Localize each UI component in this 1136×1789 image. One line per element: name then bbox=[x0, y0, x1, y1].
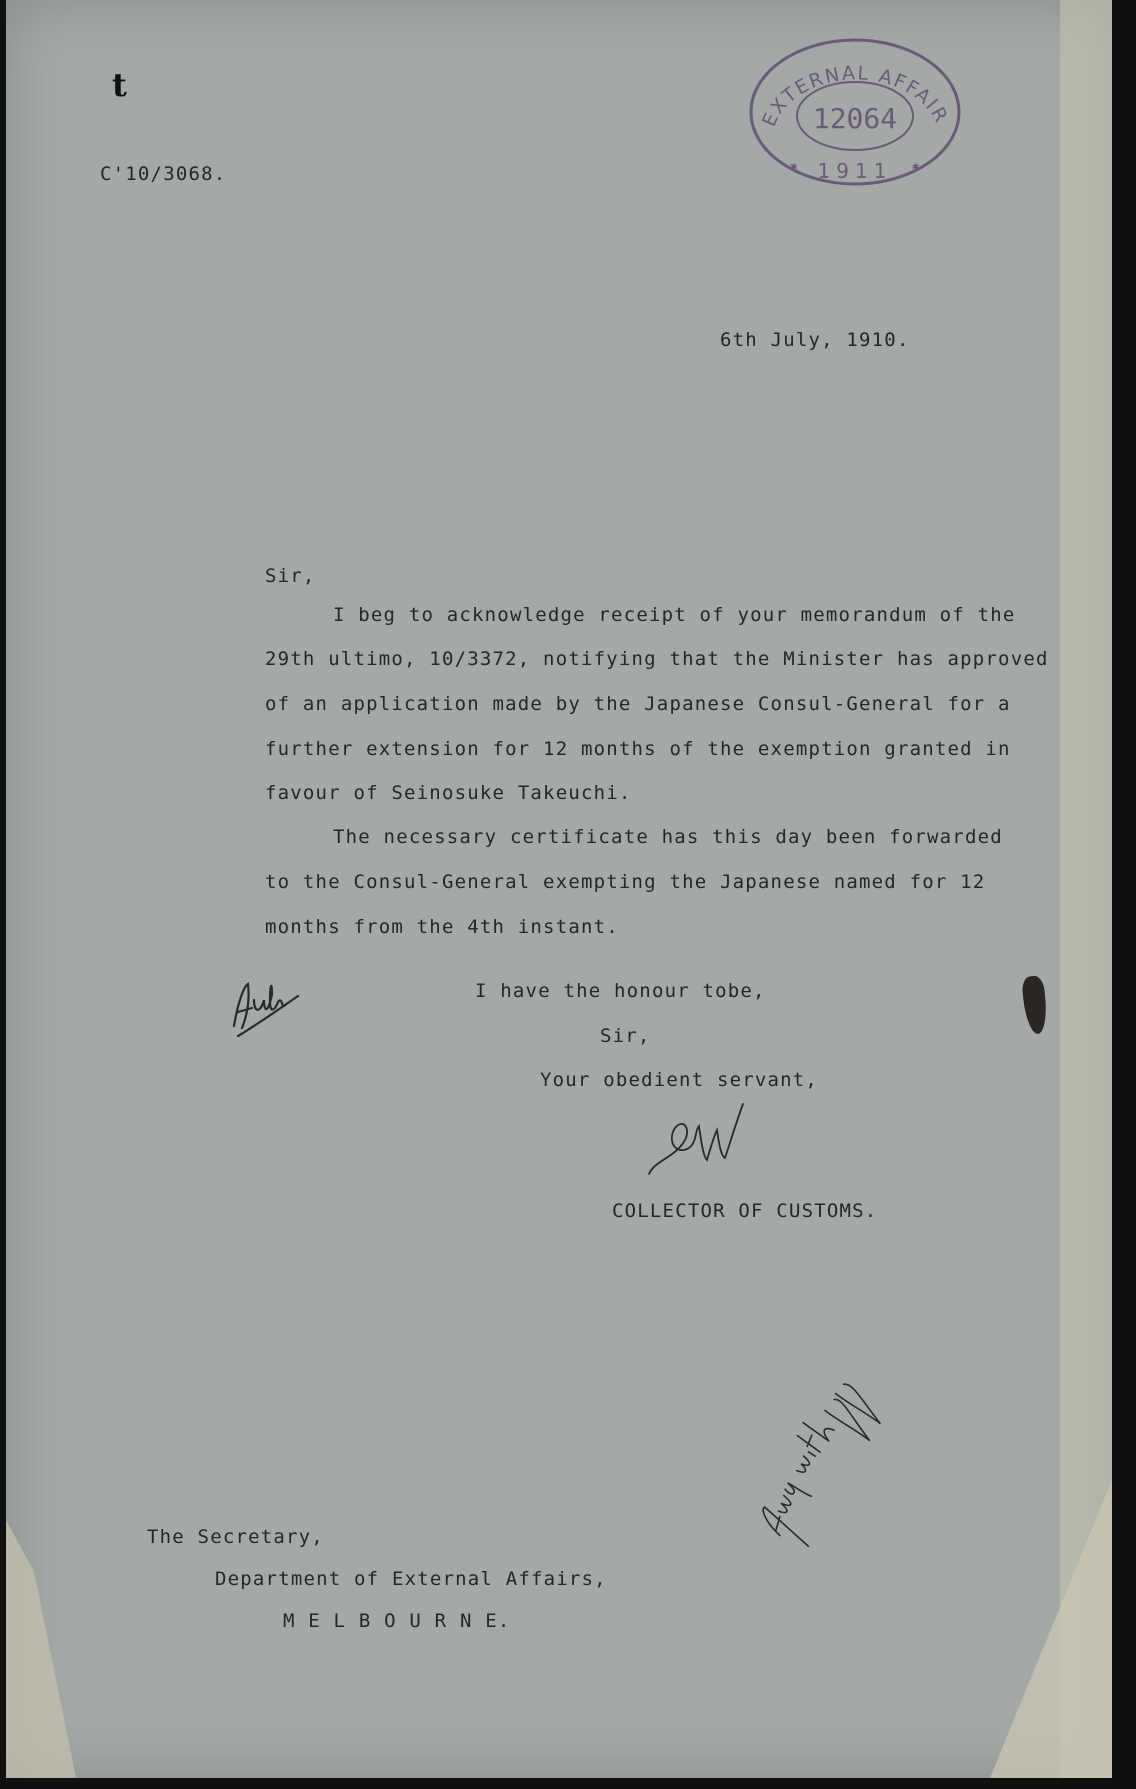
body-line: to the Consul-General exempting the Japanese named for 12 bbox=[265, 871, 986, 893]
signatory-title: COLLECTOR OF CUSTOMS. bbox=[612, 1200, 878, 1222]
address-line: Department of External Affairs, bbox=[215, 1568, 607, 1590]
body-line: The necessary certificate has this day been forwarded bbox=[333, 826, 1003, 848]
body-line: further extension for 12 months of the exemption granted in bbox=[265, 738, 1011, 760]
stamp-arc-text: EXTERNAL AFFAIR bbox=[758, 62, 953, 130]
handwriting-icon bbox=[728, 1380, 908, 1550]
address-line: M E L B O U R N E. bbox=[283, 1610, 511, 1632]
stamp-seal-icon bbox=[746, 36, 964, 188]
body-line: months from the 4th instant. bbox=[265, 916, 619, 938]
closing-line: Your obedient servant, bbox=[540, 1069, 819, 1091]
letter-date: 6th July, 1910. bbox=[720, 329, 910, 351]
closing-line: I have the honour tobe, bbox=[475, 980, 766, 1002]
closing-line: Sir, bbox=[600, 1025, 651, 1047]
reference-number: C'10/3068. bbox=[100, 163, 227, 185]
body-line: favour of Seinosuke Takeuchi. bbox=[265, 782, 632, 804]
signature-initials bbox=[645, 1100, 745, 1184]
salutation: Sir, bbox=[265, 565, 316, 587]
top-left-mark: t bbox=[112, 66, 127, 104]
stamp-star-icon: ✱ bbox=[790, 159, 798, 173]
address-line: The Secretary, bbox=[147, 1526, 324, 1548]
stamp-star-icon: ✱ bbox=[912, 159, 920, 173]
margin-initials-handwriting bbox=[228, 972, 308, 1046]
signature-icon bbox=[645, 1100, 745, 1180]
stamp-number: 12064 bbox=[812, 102, 898, 135]
body-line: 29th ultimo, 10/3372, notifying that the Minister has approved bbox=[265, 648, 1049, 670]
handwriting-icon bbox=[228, 972, 308, 1042]
received-stamp bbox=[746, 36, 964, 188]
handwritten-note bbox=[728, 1380, 908, 1554]
stamp-year: 1911 bbox=[817, 159, 893, 183]
body-line: I beg to acknowledge receipt of your memorandum of the bbox=[333, 604, 1016, 626]
body-line: of an application made by the Japanese Consul-General for a bbox=[265, 693, 1011, 715]
